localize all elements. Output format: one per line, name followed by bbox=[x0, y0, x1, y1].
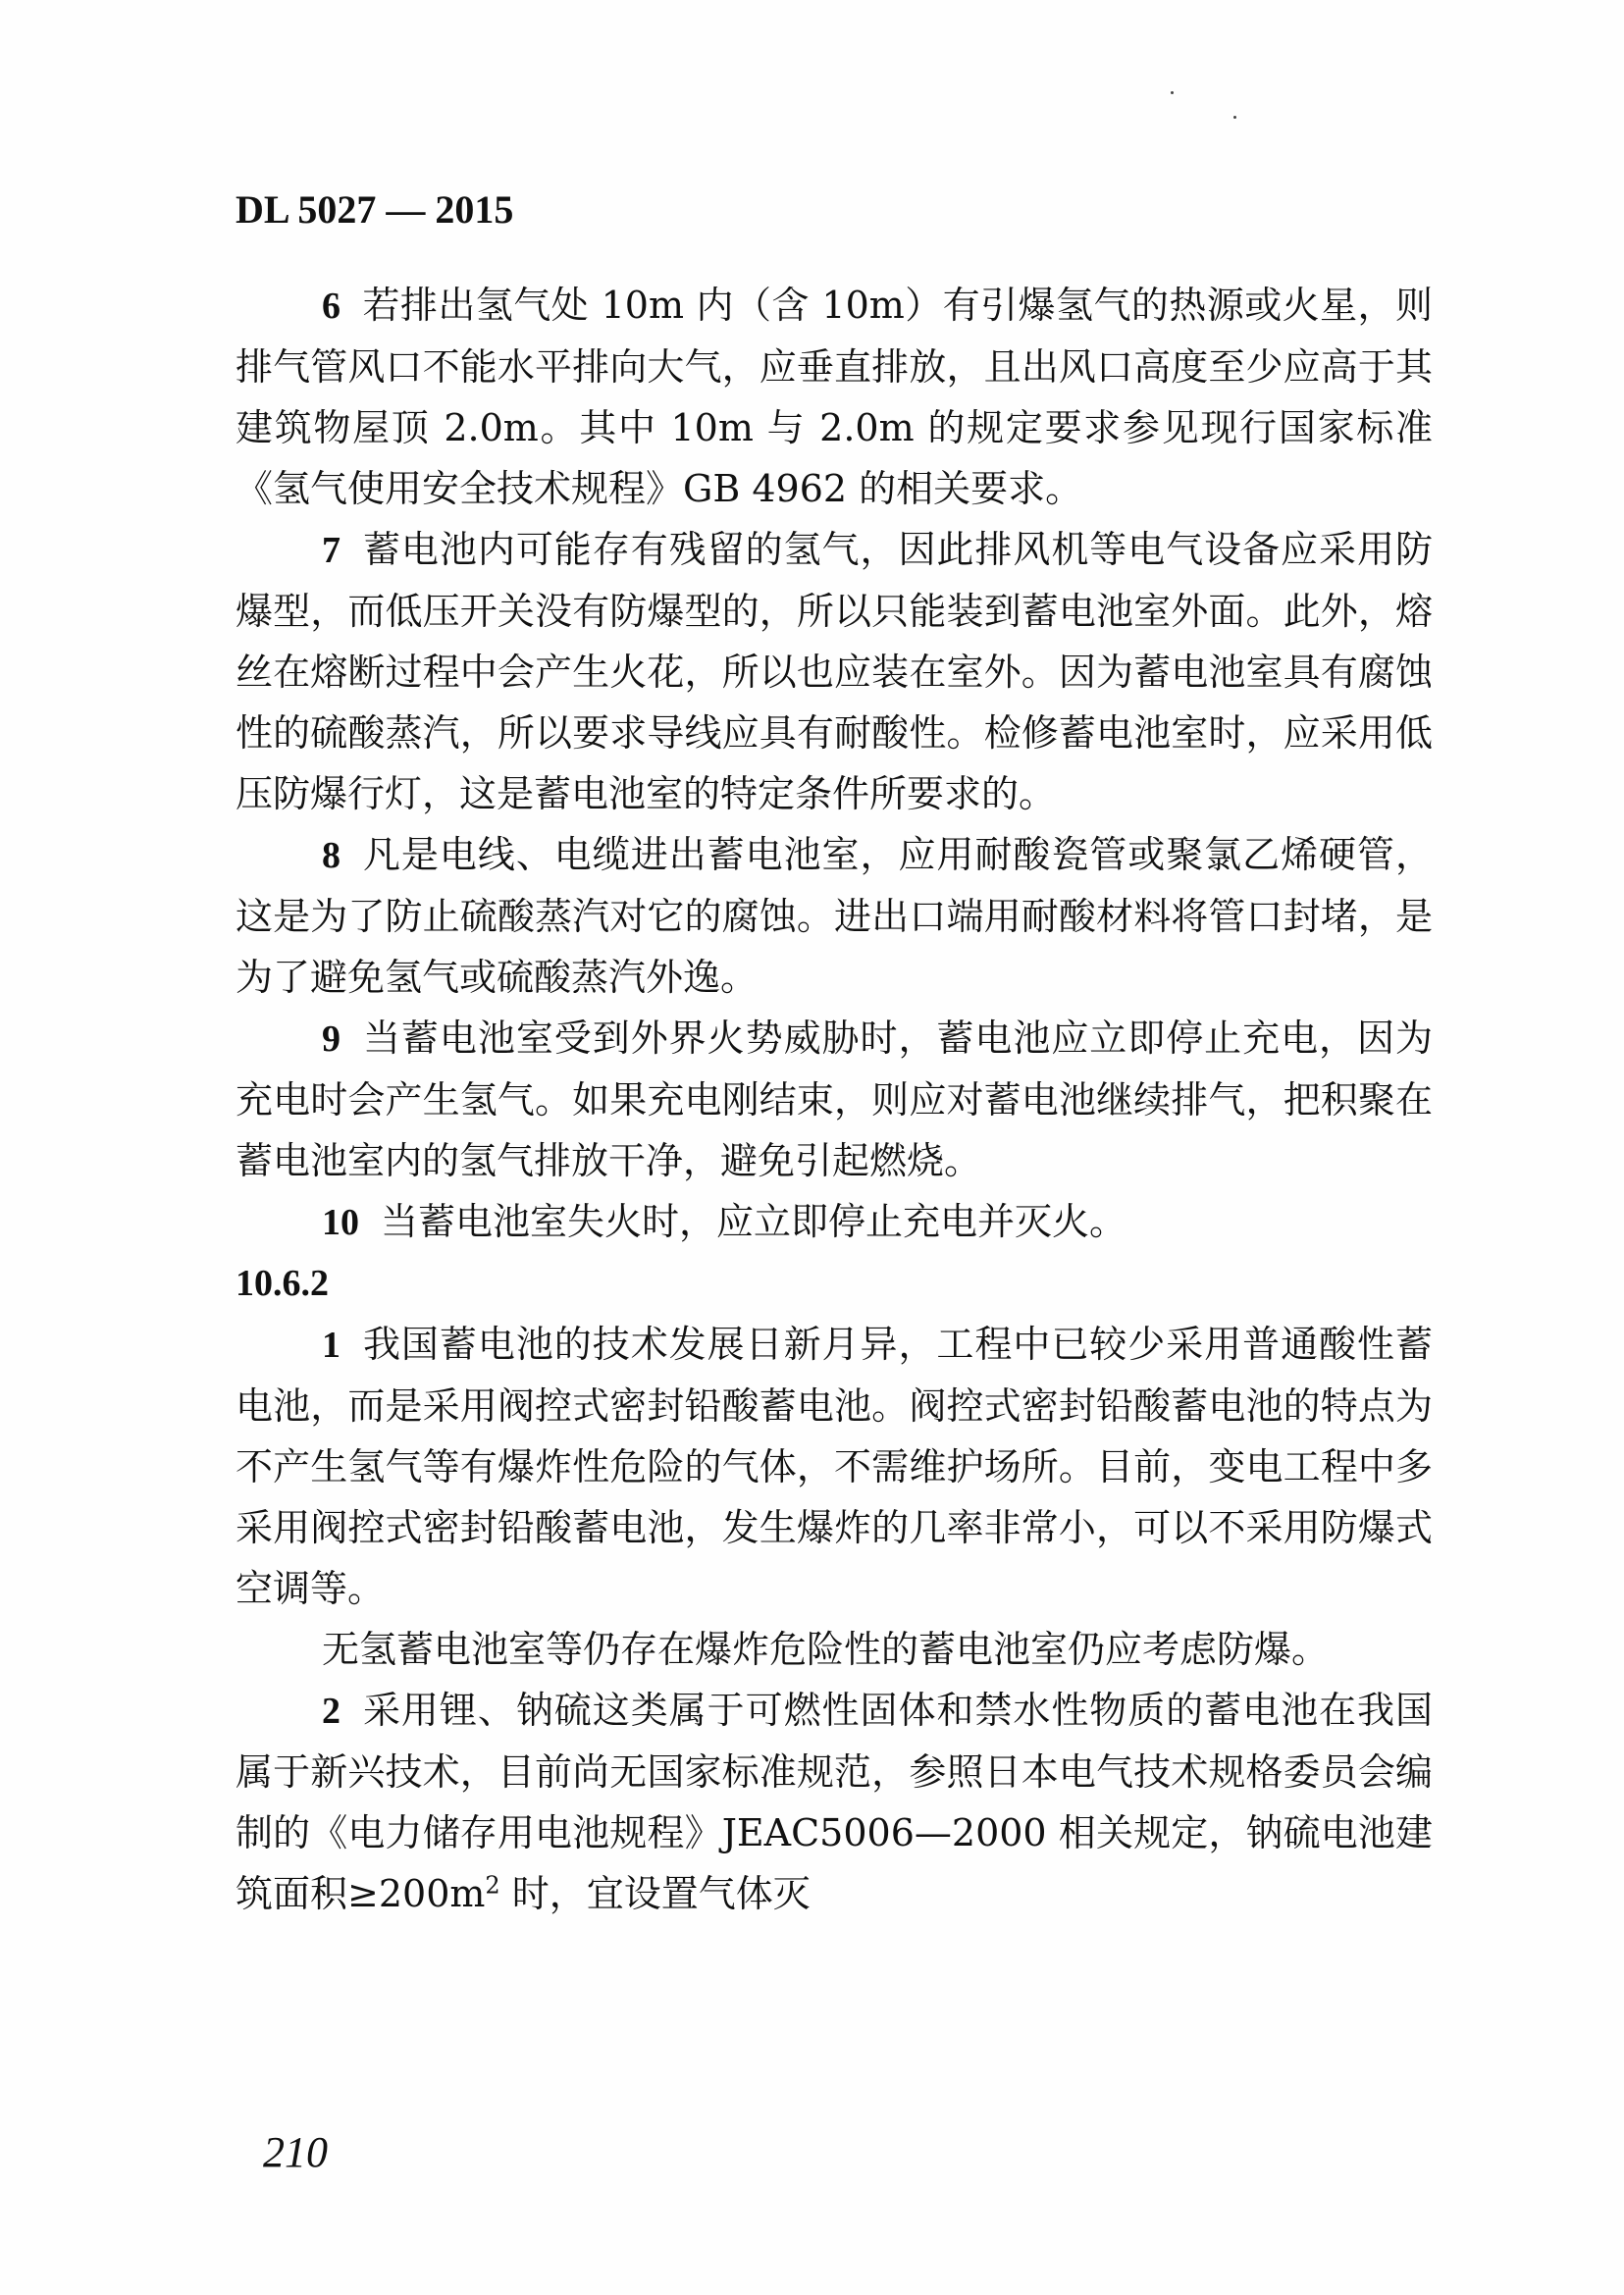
clause-text-continued: 时，宜设置气体灭 bbox=[499, 1872, 811, 1915]
clause-number: 1 bbox=[322, 1325, 341, 1366]
clause-1-note: 无氢蓄电池室等仍存在爆炸危险性的蓄电池室仍应考虑防爆。 bbox=[322, 1628, 1330, 1671]
clause-10 bbox=[236, 1191, 1433, 1253]
section-number: 10.6.2 bbox=[236, 1263, 329, 1304]
standard-code-header: DL 5027 — 2015 bbox=[236, 187, 514, 232]
clause-9 bbox=[236, 1008, 1433, 1191]
clause-text: 当蓄电池室受到外界火势威胁时，蓄电池应立即停止充电，因为充电时会产生氢气。如果充电刚结束，则应对蓄电池继续排气，把积聚在蓄电池室内的氢气排放干净，避免引起燃烧。 bbox=[236, 1017, 1433, 1182]
scan-speck bbox=[1171, 91, 1174, 94]
superscript: 2 bbox=[485, 1871, 500, 1900]
clause-number: 9 bbox=[322, 1018, 341, 1060]
clause-text: 当蓄电池室失火时，应立即停止充电并灭火。 bbox=[381, 1200, 1127, 1243]
clause-text: 若排出氢气处 10m 内（含 10m）有引爆氢气的热源或火星，则排气管风口不能水平排向大气，应垂直排放，且出风口高度至少应高于其建筑物屋顶 2.0m。其中 10m 与 2.0m 的规定要求参见现行国家标准《氢气使用安全技术规程》GB 4962 的相关要求。 bbox=[236, 284, 1433, 510]
clause-number: 7 bbox=[322, 530, 341, 571]
clause-text: 凡是电线、电缆进出蓄电池室，应用耐酸瓷管或聚氯乙烯硬管，这是为了防止硫酸蒸汽对它的腐蚀。进出口端用耐酸材料将管口封堵，是为了避免氢气或硫酸蒸汽外逸。 bbox=[236, 833, 1433, 999]
clause-number: 6 bbox=[322, 286, 341, 327]
clause-6 bbox=[236, 275, 1433, 519]
clause-number: 2 bbox=[322, 1691, 341, 1732]
clause-1 bbox=[236, 1314, 1433, 1619]
clause-2 bbox=[236, 1680, 1433, 1924]
body-text bbox=[236, 275, 1433, 1924]
clause-7 bbox=[236, 519, 1433, 824]
clause-text: 采用锂、钠硫这类属于可燃性固体和禁水性物质的蓄电池在我国属于新兴技术，目前尚无国家标准规范，参照日本电气技术规格委员会编制的《电力储存用电池规程》JEAC5006—2000 相关规定，钠硫电池建筑面积≥200m bbox=[236, 1689, 1433, 1915]
clause-8 bbox=[236, 824, 1433, 1008]
scan-speck bbox=[1233, 116, 1236, 119]
clause-text: 蓄电池内可能存有残留的氢气，因此排风机等电气设备应采用防爆型，而低压开关没有防爆型的，所以只能装到蓄电池室外面。此外，熔丝在熔断过程中会产生火花，所以也应装在室外。因为蓄电池室具有腐蚀性的硫酸蒸汽，所以要求导线应具有耐酸性。检修蓄电池室时，应采用低压防爆行灯，这是蓄电池室的特定条件所要求的。 bbox=[236, 528, 1433, 815]
page-number: 210 bbox=[263, 2128, 328, 2176]
clause-number: 8 bbox=[322, 835, 341, 876]
clause-text: 我国蓄电池的技术发展日新月异，工程中已较少采用普通酸性蓄电池，而是采用阀控式密封铅酸蓄电池。阀控式密封铅酸蓄电池的特点为不产生氢气等有爆炸性危险的气体，不需维护场所。目前，变电工程中多采用阀控式密封铅酸蓄电池，发生爆炸的几率非常小，可以不采用防爆式空调等。 bbox=[236, 1323, 1433, 1610]
clause-number: 10 bbox=[322, 1202, 359, 1243]
